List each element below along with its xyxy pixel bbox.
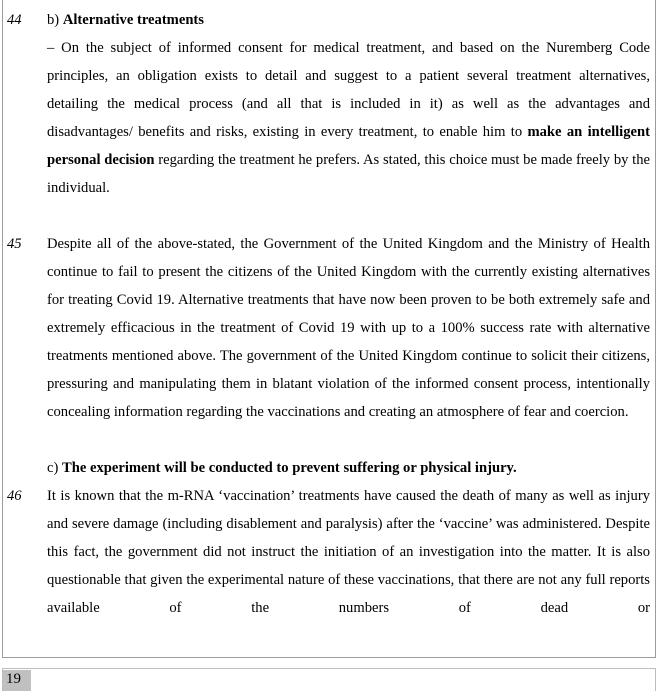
paragraph-45-body: Despite all of the above-stated, the Government of the United Kingdom and the Ministry of Health continue to fail to present the citizens of the United Kingdom with the currently existing alternatives for treating Covid 19. Alternative treatments that have now been proven to be both extremely safe and extremely efficacious in the treatment of Covid 19 with up to a 100% success rate with alternative treatments mentioned above. The government of the United Kingdom continue to solicit their citizens, pressuring and manipulating them in blatant violation of the informed consent process, intentionally concealing information regarding the vaccinations and creating an atmosphere of fear and coercion. [47,236,650,420]
paragraph-number-44: 44 [7,12,22,28]
document-page-body [2,0,656,658]
heading-prefix: b) [47,12,63,28]
paragraph-number-45: 45 [7,236,22,252]
page-footer [2,668,656,691]
paragraph-44-body [47,34,650,202]
paragraph-number-46: 46 [7,488,22,504]
paragraph-44 [7,6,650,202]
heading-bold-text: Alternative treatments [62,12,204,28]
heading-section-c [47,454,650,482]
heading-prefix: c) [47,460,62,476]
body-run-bold: make an intelligent personal decision [47,124,650,168]
heading-bold-text: The experiment will be conducted to prevent suffering or physical injury. [62,460,517,476]
paragraph-46-body: It is known that the m-RNA ‘vaccination’ treatments have caused the death of many as well as injury and severe damage (including disablement and paralysis) after the ‘vaccine’ was administered. Despite this fact, the government did not instruct the initiation of an investigation into the matter. It is also questionable that given the experimental nature of these vaccinations, that there are not any full reports available of the numbers of dead or [47,488,650,616]
paragraph-46 [7,482,650,622]
heading-alternative-treatments [47,6,650,34]
heading-experiment [47,454,650,482]
paragraph-45 [7,230,650,426]
body-run: – On the subject of informed consent for medical treatment, and based on the Nuremberg Code principles, an obligation exists to detail and suggest to a patient several treatment alternatives, detailing the medical process (and all that is included in it) as well as the advantages and disadvantages/ benefits and risks, existing in every treatment, to enable him to [47,40,650,140]
page-number-field: 19 [3,670,31,691]
body-run: regarding the treatment he prefers. As stated, this choice must be made freely by the individual. [47,152,650,196]
